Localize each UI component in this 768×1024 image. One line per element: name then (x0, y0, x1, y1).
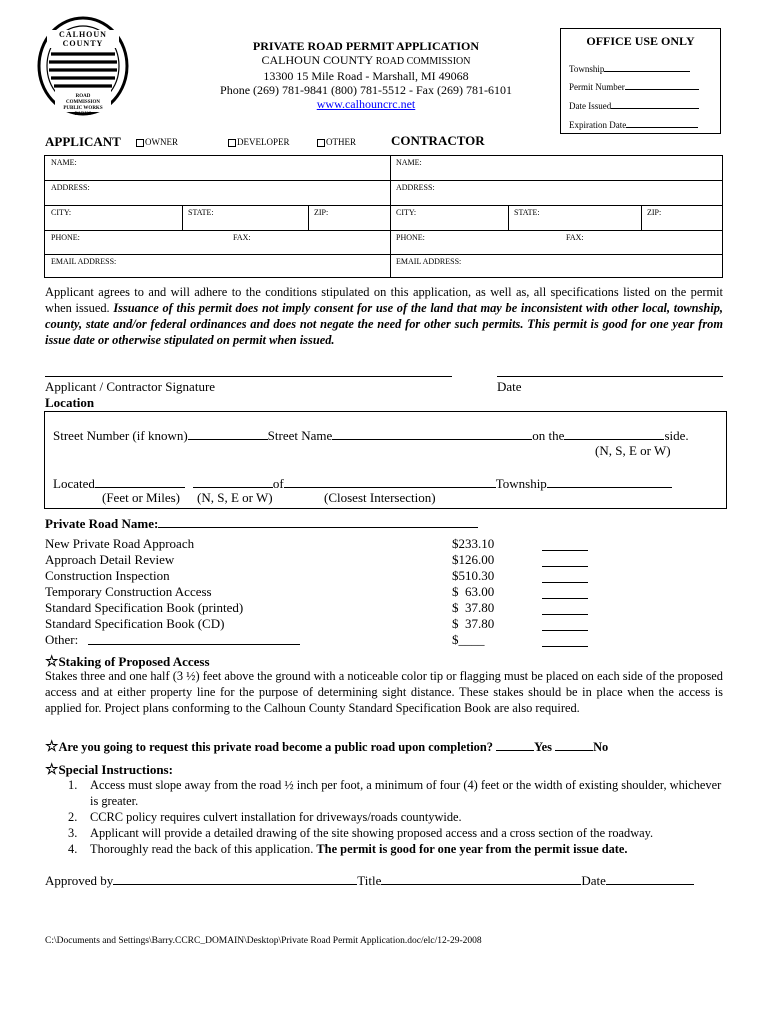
contractor-city[interactable]: CITY: (396, 208, 417, 217)
fee-amount: $ 63.00 (452, 584, 495, 599)
intersection-field[interactable] (284, 475, 496, 488)
approval-date-field[interactable] (606, 872, 694, 885)
logo-text-top: CALHOUN COUNTY (47, 30, 119, 48)
contractor-name[interactable]: NAME: (396, 158, 422, 167)
street-name-field[interactable] (332, 427, 532, 440)
star-icon: ☆ (45, 654, 59, 670)
org-suffix: ROAD COMMISSION (375, 56, 471, 67)
fee-amount: $233.10 (452, 536, 495, 551)
fee-label: Other: (45, 632, 79, 647)
signature-line[interactable] (45, 376, 452, 377)
applicant-city[interactable]: CITY: (51, 208, 72, 217)
contractor-state[interactable]: STATE: (514, 208, 540, 217)
signature-date-line[interactable] (497, 376, 723, 377)
special-list (68, 777, 723, 857)
private-road-name-row: Private Road Name: (45, 515, 478, 532)
fee-amount: $____ (452, 632, 485, 647)
fee-quantity-field[interactable] (542, 581, 588, 583)
location-title: Location (45, 395, 95, 410)
org-phone: Phone (269) 781-9841 (800) 781-5512 - Fax (269) 781-6101 (220, 83, 512, 97)
no-field[interactable] (555, 738, 593, 751)
applicant-email[interactable]: EMAIL ADDRESS: (51, 257, 117, 266)
fee-quantity-field[interactable] (542, 645, 588, 647)
fee-amount: $ 37.80 (452, 600, 495, 615)
org-line (150, 53, 582, 69)
other-checkbox[interactable] (317, 139, 325, 147)
location-box (44, 411, 727, 509)
office-date-issued: Date Issued (569, 96, 699, 111)
date-issued-field[interactable] (611, 96, 699, 109)
contractor-label: CONTRACTOR (391, 133, 485, 148)
fee-quantity-field[interactable] (542, 597, 588, 599)
direction-field[interactable] (193, 475, 273, 488)
developer-option[interactable]: DEVELOPER (228, 137, 290, 147)
approved-by-field[interactable] (113, 872, 357, 885)
list-item: 2. CCRC policy requires culvert installation for driveways/roads countywide. (68, 810, 462, 824)
list-item: 3. Applicant will provide a detailed drawing of the site showing proposed access and a cross section of the roadway. (68, 826, 654, 840)
list-item: 4. Thoroughly read the back of this application. The permit is good for one year from the permit issue date. (68, 842, 628, 856)
fee-label: New Private Road Approach (45, 536, 195, 551)
fee-amount: $510.30 (452, 568, 495, 583)
public-road-question: ☆Are you going to request this private road become a public road upon completion? Yes No (45, 739, 609, 755)
office-permit-number: Permit Number (569, 77, 699, 92)
location-township-field[interactable] (547, 475, 672, 488)
fee-quantity-field[interactable] (542, 565, 588, 567)
approval-row: Approved by Title Date (45, 872, 694, 889)
applicant-zip[interactable]: ZIP: (314, 208, 329, 217)
staking-text: Stakes three and one half (3 ½) feet above the ground with a noticeable color tip or flagging must be placed on each side of the proposed access and at either property line for the purpose of determining sight distance. These stakes should be in place when the access is applied for. Project plans conforming to the Calhoun County Standard Specification Book are also required. (45, 669, 723, 715)
side-hint: (N, S, E or W) (595, 443, 671, 458)
applicant-fax[interactable]: FAX: (233, 233, 251, 242)
other-fee-field[interactable] (88, 644, 300, 645)
signature-label: Applicant / Contractor Signature (45, 379, 216, 394)
agreement-bold: Issuance of this permit does not imply consent for use of the land that may be inconsistent with other local, township, county, state and/or federal ordinances and does not negate the need for other such permits. This permit is good for one year from issue date or otherwise stipulated on permit when issued. (45, 301, 723, 347)
fee-label: Temporary Construction Access (45, 584, 212, 599)
intersection-hint: (Closest Intersection) (324, 490, 436, 505)
agreement-text (45, 284, 723, 348)
contractor-phone[interactable]: PHONE: (396, 233, 425, 242)
fee-label: Approach Detail Review (45, 552, 175, 567)
office-use-box (560, 28, 721, 134)
office-title: OFFICE USE ONLY (586, 34, 695, 48)
signature-date-label: Date (497, 379, 522, 394)
applicant-name[interactable]: NAME: (51, 158, 77, 167)
list-item: 1. Access must slope away from the road ½ inch per foot, a minimum of four (4) feet or the width of existing shoulder, whichever is greater. (68, 778, 722, 808)
yes-field[interactable] (496, 738, 534, 751)
county-logo (37, 16, 129, 116)
direction-hint: (N, S, E or W) (197, 490, 273, 505)
expiration-field[interactable] (626, 115, 698, 128)
org-name: CALHOUN COUNTY (261, 53, 373, 67)
township-field[interactable] (604, 59, 690, 72)
distance-field[interactable] (95, 475, 185, 488)
private-road-name-field[interactable] (158, 515, 478, 528)
fee-quantity-field[interactable] (542, 549, 588, 551)
owner-checkbox[interactable] (136, 139, 144, 147)
fee-label: Standard Specification Book (printed) (45, 600, 244, 615)
street-number-field[interactable] (188, 427, 268, 440)
contact-grid (44, 155, 723, 278)
permit-number-field[interactable] (625, 77, 699, 90)
special-title-row: ☆Special Instructions: (45, 762, 173, 778)
org-address: 13300 15 Mile Road - Marshall, MI 49068 (263, 69, 469, 83)
street-line: Street Number (if known) Street Name on the side. (53, 428, 689, 443)
fee-quantity-field[interactable] (542, 629, 588, 631)
fee-label: Standard Specification Book (CD) (45, 616, 225, 631)
file-path-footer: C:\Documents and Settings\Barry.CCRC_DOMAIN\Desktop\Private Road Permit Application.doc/elc/12-29-2008 (45, 936, 482, 946)
other-option[interactable]: OTHER (317, 137, 356, 147)
star-icon: ☆ (45, 739, 59, 755)
contractor-email[interactable]: EMAIL ADDRESS: (396, 257, 462, 266)
form-title: PRIVATE ROAD PERMIT APPLICATION (252, 39, 480, 53)
fee-amount: $126.00 (452, 552, 495, 567)
approval-title-field[interactable] (381, 872, 581, 885)
office-township: Township (569, 59, 690, 74)
fee-quantity-field[interactable] (542, 613, 588, 615)
fee-amount: $ 37.80 (452, 616, 495, 631)
contractor-fax[interactable]: FAX: (566, 233, 584, 242)
star-icon: ☆ (45, 762, 59, 778)
header (150, 39, 582, 111)
fee-label: Construction Inspection (45, 568, 170, 583)
side-field[interactable] (564, 427, 664, 440)
owner-option[interactable]: OWNER (136, 137, 178, 147)
applicant-label: APPLICANT (45, 134, 121, 149)
contractor-zip[interactable]: ZIP: (647, 208, 662, 217)
agreement-normal: Applicant agrees to and will adhere to the conditions stipulated on this application, as well as, all specifications listed on the permit when issued. (45, 285, 723, 315)
applicant-state[interactable]: STATE: (188, 208, 214, 217)
applicant-address[interactable]: ADDRESS: (51, 183, 90, 192)
applicant-phone[interactable]: PHONE: (51, 233, 80, 242)
staking-title-row: ☆Staking of Proposed Access (45, 654, 210, 670)
developer-checkbox[interactable] (228, 139, 236, 147)
feet-miles-hint: (Feet or Miles) (102, 490, 180, 505)
logo-text-bottom: ROAD COMMISSION PUBLIC WORKS PARKS (63, 94, 103, 117)
located-line: Located of Township (53, 475, 672, 492)
contractor-address[interactable]: ADDRESS: (396, 183, 435, 192)
office-expiration: Expiration Date (569, 115, 698, 130)
website-link[interactable]: www.calhouncrc.net (316, 97, 416, 111)
